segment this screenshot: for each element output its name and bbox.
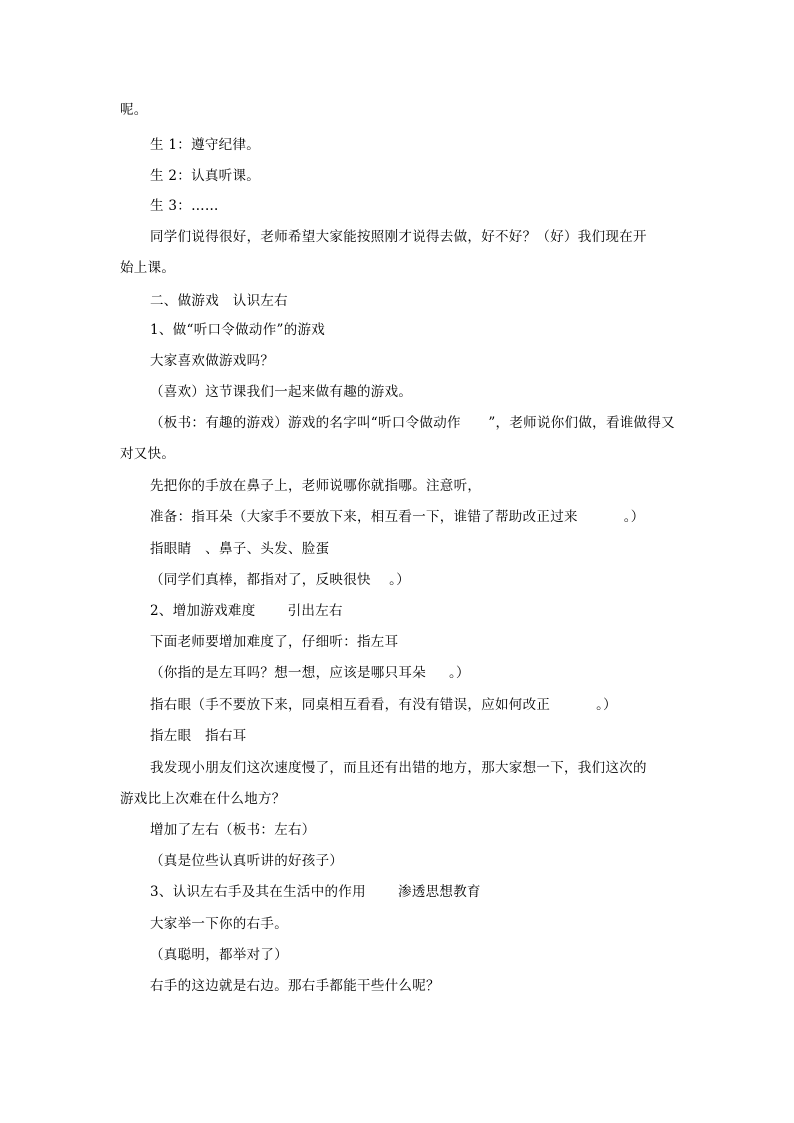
text-line: 准备：指耳朵（大家手不要放下来，相互看一下，谁错了帮助改正过来 。） (150, 509, 645, 525)
text-line: （同学们真棒，都指对了，反映很快 。） (150, 572, 411, 588)
section-heading: 二、做游戏 认识左右 (150, 293, 288, 309)
text-line: （真是位些认真听讲的好孩子） (150, 853, 344, 869)
text-line: 增加了左右（板书：左右） (150, 822, 316, 838)
text-line: 指左眼 指右耳 (150, 728, 247, 744)
text-line: 右手的这边就是右边。那右手都能干些什么呢？ (150, 978, 440, 994)
text-line: （你指的是左耳吗？想一想，应该是哪只耳朵 。） (150, 665, 470, 681)
text-line: 大家喜欢做游戏吗？ (150, 353, 275, 369)
text-line: 大家举一下你的右手。 (150, 916, 288, 932)
text-line: 指眼睛 、鼻子、头发、脸蛋 (150, 541, 330, 557)
text-line: 生 3：…… (150, 198, 219, 214)
text-line: 始上课。 (120, 260, 176, 276)
subsection-heading: 1、做“听口令做动作”的游戏 (150, 322, 326, 338)
text-line: （板书：有趣的游戏）游戏的名字叫“听口令做动作 ”，老师说你们做，看谁做得又 (150, 415, 675, 431)
text-line: 生 2：认真听课。 (150, 168, 261, 184)
text-line: 下面老师要增加难度了，仔细听：指左耳 (150, 634, 399, 650)
text-line: 先把你的手放在鼻子上，老师说哪你就指哪。注意听， (150, 478, 482, 494)
text-line: 同学们说得很好，老师希望大家能按照刚才说得去做，好不好？（好）我们现在开 (150, 229, 647, 245)
subsection-heading: 3、认识左右手及其在生活中的作用 渗透思想教育 (150, 884, 481, 900)
text-line: 生 1：遵守纪律。 (150, 137, 261, 153)
text-line: 我发现小朋友们这次速度慢了，而且还有出错的地方，那大家想一下，我们这次的 (150, 760, 647, 776)
text-line: 呢。 (120, 102, 148, 118)
subsection-heading: 2、增加游戏难度 引出左右 (150, 603, 343, 619)
text-line: （喜欢）这节课我们一起来做有趣的游戏。 (150, 384, 413, 400)
text-line: 指右眼（手不要放下来，同桌相互看看，有没有错误，应如何改正 。） (150, 697, 617, 713)
text-line: 对又快。 (120, 446, 176, 462)
text-line: （真聪明，都举对了） (150, 947, 288, 963)
text-line: 游戏比上次难在什么地方？ (120, 791, 286, 807)
